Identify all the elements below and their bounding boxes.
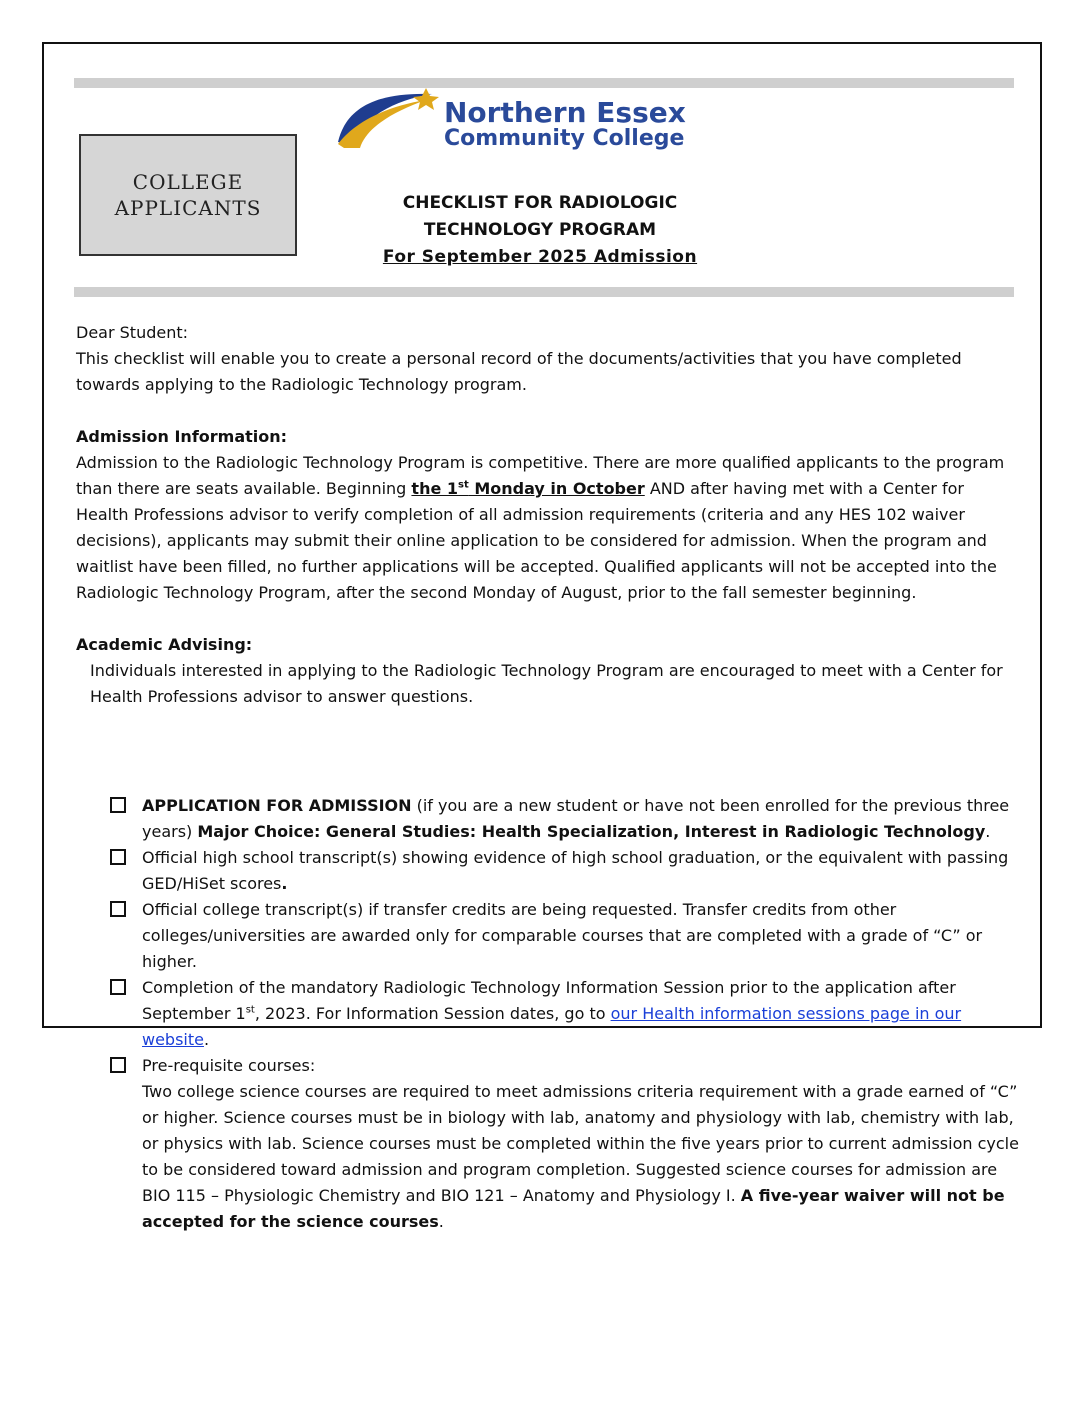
checkbox[interactable] (110, 979, 126, 995)
top-divider (74, 78, 1014, 88)
salutation: Dear Student: (76, 323, 189, 342)
logo-name-line1: Northern Essex (444, 96, 686, 129)
checkbox[interactable] (110, 1057, 126, 1073)
title-line2: TECHNOLOGY PROGRAM (423, 220, 657, 240)
checkbox[interactable] (110, 797, 126, 813)
college-logo (336, 88, 756, 152)
advising-heading: Academic Advising: (76, 635, 253, 654)
document-title (340, 190, 740, 271)
intro-text: This checklist will enable you to create a personal record of the documents/activities that you have completed towards applying to the Radiologic Technology program. (76, 349, 962, 394)
checklist-item-college-transcript: Official college transcript(s) if transfer credits are being requested. Transfer credits from other colleges/universities are awarded only for comparable courses that are completed with a grade of “C” or higher. (110, 897, 1020, 975)
checklist-item-high-school-transcript: Official high school transcript(s) showing evidence of high school graduation, or the equivalent with passing GED/HiSet scores. (110, 845, 1020, 897)
admission-text: Admission to the Radiologic Technology Program is competitive. There are more qualified applicants to the program than there are seats available. Beginning the 1st Monday in October AND after having met with a Center for Health Professions advisor to verify completion of all admission requirements (criteria and any HES 102 waiver decisions), applicants may submit their online application to be considered for admission. When the program and waitlist have been filled, no further applications will be accepted. Qualified applicants will not be accepted into the Radiologic Technology Program, after the second Monday of August, prior to the fall semester beginning. (76, 453, 1005, 602)
body-content (76, 320, 1016, 710)
applicants-label-line1: COLLEGE (132, 170, 244, 194)
requirements-checklist (110, 793, 1020, 1235)
applicants-label-line2: APPLICANTS (114, 196, 262, 220)
bottom-divider (74, 287, 1014, 297)
college-logo-icon (336, 88, 440, 148)
logo-name-line2: Community College (444, 126, 685, 151)
title-line1: CHECKLIST FOR RADIOLOGIC (402, 193, 678, 213)
admission-heading: Admission Information: (76, 427, 288, 446)
advising-text: Individuals interested in applying to the Radiologic Technology Program are encouraged to meet with a Center for Health Professions advisor to answer questions. (90, 661, 1003, 706)
prerequisite-title: Pre-requisite courses: (142, 1056, 316, 1075)
college-applicants-box (79, 134, 297, 256)
checkbox[interactable] (110, 849, 126, 865)
checklist-item-application: APPLICATION FOR ADMISSION (if you are a new student or have not been enrolled for the previous three years) Major Choice: General Studies: Health Specialization, Interest in Radiologic Technology. (110, 793, 1020, 845)
checklist-item-information-session: Completion of the mandatory Radiologic Technology Information Session prior to the application after September 1st, 2023. For Information Session dates, go to our Health information sessions page in our website. (110, 975, 1020, 1053)
checkbox[interactable] (110, 901, 126, 917)
title-line3: For September 2025 Admission (382, 247, 698, 267)
checklist-item-prerequisite-courses: Pre-requisite courses: Two college science courses are required to meet admissions criteria requirement with a grade earned of “C” or higher. Science courses must be in biology with lab, anatomy and physiology with lab, chemistry with lab, or physics with lab. Science courses must be completed within the five years prior to current admission cycle to be considered toward admission and program completion. Suggested science courses for admission are BIO 115 – Physiologic Chemistry and BIO 121 – Anatomy and Physiology I. A five-year waiver will not be accepted for the science courses. (110, 1053, 1020, 1235)
information-sessions-link[interactable]: our Health information sessions page in our website (142, 1004, 962, 1049)
